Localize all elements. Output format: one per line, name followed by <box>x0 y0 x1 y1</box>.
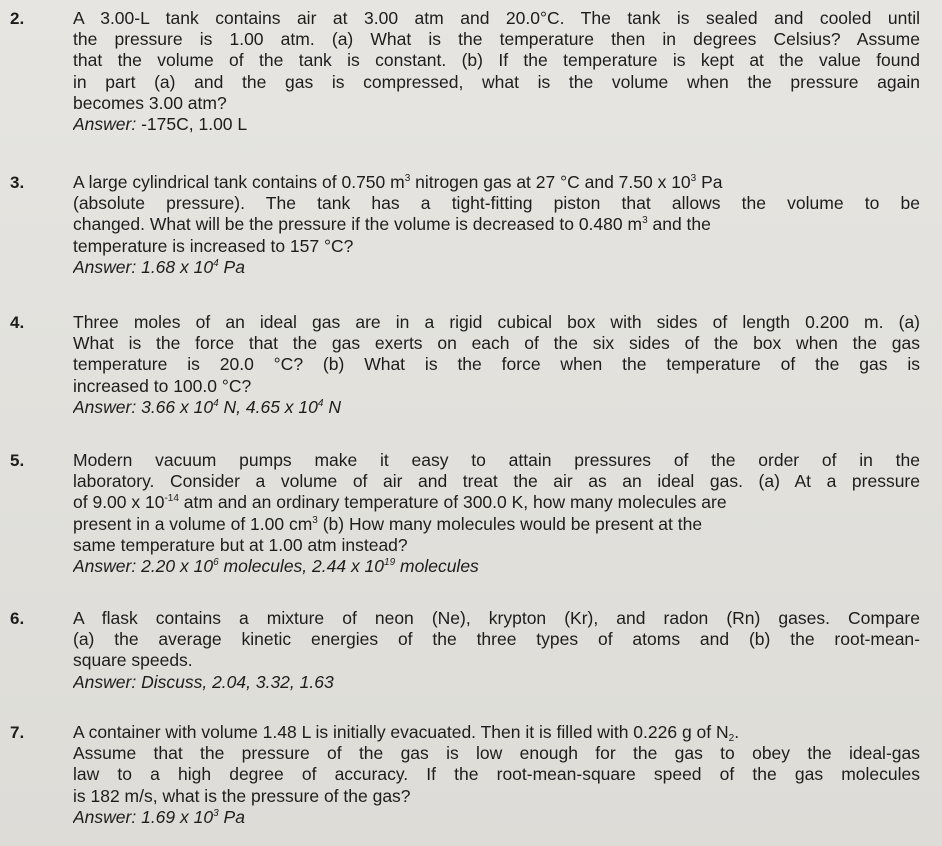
problem-text-line: in part (a) and the gas is compressed, what is the volume when the pressure again <box>73 71 920 92</box>
answer-line <box>73 257 920 278</box>
problem-text-line: Modern vacuum pumps make it easy to attain pressures of the order of in the <box>73 450 920 470</box>
answer-label: Answer: <box>73 806 137 827</box>
text-segment: nitrogen gas at 27 °C and 7.50 x 10 <box>410 172 691 192</box>
problem-number: 2. <box>10 9 25 28</box>
answer-line <box>73 397 920 418</box>
answer-value: N <box>323 396 341 417</box>
superscript: 6 <box>213 556 219 568</box>
answer-value: 2.20 x 10 <box>136 555 214 576</box>
superscript: 3 <box>642 215 648 227</box>
problem-number: 7. <box>10 723 25 742</box>
problem-text-line <box>73 722 920 743</box>
problem-text-line: A flask contains a mixture of neon (Ne), krypton (Kr), and radon (Rn) gases. Compare <box>73 608 920 628</box>
answer-value: Pa <box>218 256 245 277</box>
problem-text-line <box>73 172 920 193</box>
answer-line <box>73 114 920 135</box>
problem-text-line: temperature is 20.0 °C? (b) What is the force when the temperature of the gas is <box>73 354 920 375</box>
problem-text-line: the pressure is 1.00 atm. (a) What is the temperature then in degrees Celsius? Assume <box>73 29 920 50</box>
problem-number: 3. <box>10 173 25 192</box>
text-segment: atm and an ordinary temperature of 300.0 K, how many molecules are <box>178 492 727 513</box>
problem-text-line: increased to 100.0 °C? <box>73 375 252 396</box>
answer-label: Answer: <box>73 555 137 576</box>
answer-line <box>73 556 920 577</box>
text-segment: present in a volume of 1.00 cm <box>73 513 313 534</box>
answer-value: Pa <box>218 806 245 827</box>
problem-body <box>73 450 920 577</box>
problem-text-line: A 3.00-L tank contains air at 3.00 atm and 20.0°C. The tank is sealed and cooled until <box>73 8 920 28</box>
answer-value: molecules <box>395 555 479 576</box>
problem-text-line: Three moles of an ideal gas are in a rigid cubical box with sides of length 0.200 m. (a) <box>73 312 920 332</box>
problem-text-line: (a) the average kinetic energies of the three types of atoms and (b) the root-mean- <box>73 629 920 650</box>
problem-body <box>73 8 920 135</box>
problem-text-line <box>73 214 920 235</box>
answer-value: 3.66 x 10 <box>136 396 214 417</box>
answer-line <box>73 672 920 693</box>
problem-body <box>73 608 920 693</box>
problem-text-line: (absolute pressure). The tank has a tight-fitting piston that allows the volume to be <box>73 193 920 214</box>
text-segment: and the <box>647 214 711 235</box>
answer-label: Answer: <box>73 113 137 134</box>
problem-text-line: square speeds. <box>73 650 193 671</box>
problem-text-line <box>73 514 920 535</box>
problem-text-line: What is the force that the gas exerts on each of the six sides of the box when the gas <box>73 333 920 354</box>
superscript: -14 <box>164 493 179 505</box>
problem-text-line: laboratory. Consider a volume of air and treat the air as an ideal gas. (a) At a pressure <box>73 471 920 492</box>
text-segment: changed. What will be the pressure if the volume is decreased to 0.480 m <box>73 214 643 235</box>
problem-number: 4. <box>10 313 25 332</box>
problem-text-line: same temperature but at 1.00 atm instead? <box>73 534 408 555</box>
superscript: 4 <box>317 397 324 409</box>
answer-label: Answer: <box>73 396 137 417</box>
text-segment: of 9.00 x 10 <box>73 492 165 513</box>
problem-text-line: becomes 3.00 atm? <box>73 92 227 113</box>
problem-body <box>73 312 920 418</box>
superscript: 3 <box>404 173 411 184</box>
problem-body <box>73 722 920 828</box>
superscript: 3 <box>690 173 697 184</box>
answer-value: Discuss, 2.04, 3.32, 1.63 <box>136 671 334 692</box>
text-segment: Pa <box>696 172 723 192</box>
problem-text-line: law to a high degree of accuracy. If the root-mean-square speed of the gas molecules <box>73 764 920 785</box>
superscript: 19 <box>384 556 396 568</box>
text-segment: A large cylindrical tank contains of 0.750 m <box>73 172 405 192</box>
answer-value: 1.68 x 10 <box>136 256 214 277</box>
problem-number: 6. <box>10 609 25 628</box>
superscript: 3 <box>213 807 219 819</box>
problem-number: 5. <box>10 451 25 470</box>
answer-value: 1.69 x 10 <box>136 806 214 827</box>
answer-value: -175C, 1.00 L <box>141 113 248 134</box>
problem-body <box>73 172 920 278</box>
text-segment: . <box>734 722 740 742</box>
superscript: 4 <box>213 257 219 269</box>
problem-text-line: is 182 m/s, what is the pressure of the gas? <box>73 785 411 806</box>
problem-text-line: that the volume of the tank is constant. (b) If the temperature is kept at the value found <box>73 50 920 71</box>
subscript: 2 <box>728 733 735 744</box>
superscript: 4 <box>213 397 219 409</box>
problem-text-line: temperature is increased to 157 °C? <box>73 235 354 256</box>
answer-label: Answer: <box>73 671 137 692</box>
superscript: 3 <box>312 514 318 526</box>
problem-text-line <box>73 492 920 513</box>
answer-label: Answer: <box>73 256 137 277</box>
answer-value: molecules, 2.44 x 10 <box>218 555 385 576</box>
answer-value: N, 4.65 x 10 <box>218 396 318 417</box>
text-segment: (b) How many molecules would be present at the <box>317 513 703 534</box>
answer-line <box>73 807 920 828</box>
problem-text-line: Assume that the pressure of the gas is low enough for the gas to obey the ideal-gas <box>73 743 920 764</box>
text-segment: A container with volume 1.48 L is initially evacuated. Then it is filled with 0.226 g of N <box>73 722 729 742</box>
